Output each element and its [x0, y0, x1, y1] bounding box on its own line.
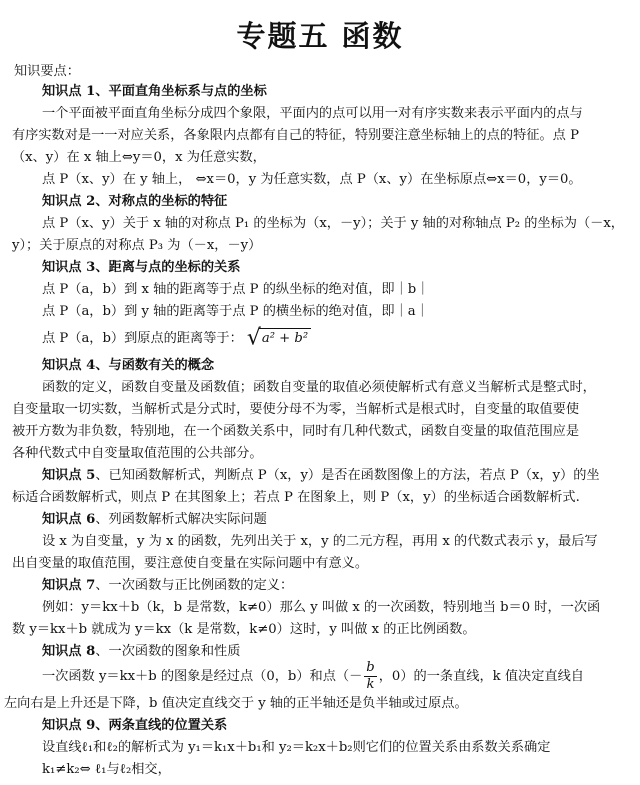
k8-paragraph-line: 左向右是上升还是下降，b 值决定直线交于 y 轴的正半轴还是负半轴或过原点。 [4, 696, 468, 711]
k4-paragraph-line: 自变量取一切实数，当解析式是分式时，要使分母不为零，当解析式是根式时，自变量的取值要使 [12, 402, 580, 417]
k2-paragraph-line: y）；关于原点的对称点 P₃ 为（－x，－y） [12, 238, 262, 253]
k1-paragraph-line: （x、y）在 x 轴上⇔y＝0，x 为任意实数， [12, 150, 266, 165]
k6-heading-label: 知识点 6 [42, 512, 96, 527]
k3-paragraph-line: 点 P（a，b）到 x 轴的距离等于点 P 的纵坐标的绝对值，即｜b｜ [42, 282, 430, 297]
k4-heading: 知识点 4、与函数有关的概念 [42, 358, 215, 373]
fraction-denominator: k [366, 677, 375, 692]
k5-heading [42, 466, 600, 486]
k3-distance-text: 点 P（a，b）到原点的距离等于： [42, 331, 243, 346]
k4-paragraph-line: 被开方数为非负数，特别地，在一个函数关系中，同时有几种代数式，函数自变量的取值范围应是 [12, 424, 580, 439]
k8-text-before-fraction: 一次函数 y＝kx＋b 的图象是经过点（0，b）和点（－ [42, 669, 363, 684]
k8-heading-label: 知识点 8 [42, 644, 96, 659]
fraction-b-over-k [364, 660, 376, 693]
k9-paragraph-line: k₁≠k₂⇔ ℓ₁与ℓ₂相交， [42, 762, 171, 777]
k5-heading-text: 、已知函数解析式，判断点 P（x，y）是否在函数图像上的方法，若点 P（x，y）的坐 [95, 468, 600, 483]
sqrt-formula [246, 325, 311, 351]
k7-paragraph-line: 例如：y＝kx＋b（k，b 是常数，k≠0）那么 y 叫做 x 的一次函数，特别地当 b＝0 时，一次函 [42, 600, 601, 615]
k3-heading: 知识点 3、距离与点的坐标的关系 [42, 260, 241, 275]
k3-paragraph-line: 点 P（a，b）到 y 轴的距离等于点 P 的横坐标的绝对值，即｜a｜ [42, 304, 429, 319]
k5-heading-label: 知识点 5 [42, 468, 96, 483]
k6-paragraph-line: 出自变量的取值范围，要注意使自变量在实际问题中有意义。 [12, 556, 369, 571]
k1-paragraph-line: 有序实数对是一一对应关系，各象限内点都有自己的特征，特别要注意坐标轴上的点的特征。点 P [12, 128, 579, 143]
k6-heading-text: 、列函数解析式解决实际问题 [95, 512, 267, 527]
radical-sign-icon: √ [246, 325, 261, 351]
k4-paragraph-line: 函数的定义，函数自变量及函数值；函数自变量的取值必须使解析式有意义当解析式是整式时， [42, 380, 596, 395]
k2-paragraph-line: 点 P（x、y）关于 x 轴的对称点 P₁ 的坐标为（x，－y）；关于 y 轴的对称轴点 P₂ 的坐标为（－x， [42, 216, 624, 231]
k1-paragraph-line: 点 P（x、y）在 y 轴上， ⇔x＝0，y 为任意实数，点 P（x、y）在坐标原点⇔x＝0，y＝0。 [42, 172, 582, 187]
k8-formula-line [42, 660, 584, 694]
k5-paragraph-line: 标适合函数解析式，则点 P 在其图象上；若点 P 在图象上，则 P（x，y）的坐标适合函数解析式. [12, 490, 580, 505]
k8-text-after-fraction: ，0）的一条直线，k 值决定直线自 [378, 669, 584, 684]
k1-paragraph-line: 一个平面被平面直角坐标分成四个象限，平面内的点可以用一对有序实数来表示平面内的点与 [42, 106, 583, 121]
k2-heading: 知识点 2、对称点的坐标的特征 [42, 194, 228, 209]
fraction-numerator: b [366, 660, 375, 675]
k9-heading: 知识点 9、两条直线的位置关系 [42, 718, 228, 733]
page-title: 专题五 函数 [236, 19, 404, 53]
k1-heading: 知识点 1、平面直角坐标系与点的坐标 [42, 84, 267, 99]
k3-distance-line [42, 325, 311, 351]
k9-paragraph-line: 设直线ℓ₁和ℓ₂的解析式为 y₁＝k₁x＋b₁和 y₂＝k₂x＋b₂则它们的位置关系由系数关系确定 [42, 740, 551, 755]
k7-paragraph-line: 数 y＝kx＋b 就成为 y＝kx（k 是常数，k≠0）这时，y 叫做 x 的正比例函数。 [12, 622, 476, 637]
k7-heading-label: 知识点 7 [42, 578, 96, 593]
sqrt-radicand: a² + b² [259, 328, 311, 349]
k8-heading-text: 、一次函数的图象和性质 [95, 644, 241, 659]
k7-heading-text: 、一次函数与正比例函数的定义： [95, 578, 294, 593]
k7-heading [42, 576, 293, 596]
k6-paragraph-line: 设 x 为自变量，y 为 x 的函数，先列出关于 x，y 的二元方程，再用 x 的代数式表示 y，最后写 [42, 534, 598, 549]
k8-heading [42, 642, 240, 662]
intro-label: 知识要点： [14, 64, 80, 79]
k6-heading [42, 510, 267, 530]
k4-paragraph-line: 各种代数式中自变量取值范围的公共部分。 [12, 446, 263, 461]
